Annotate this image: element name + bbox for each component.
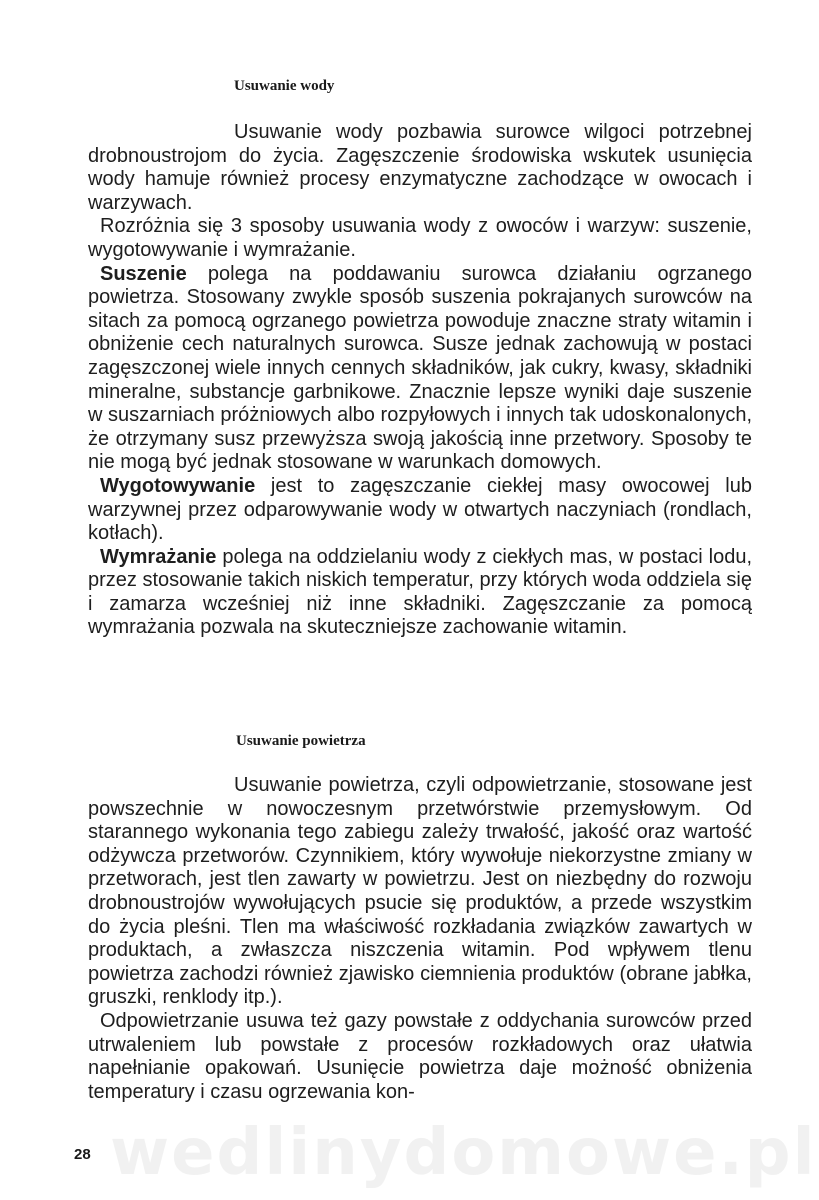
term-drying: Suszenie [100, 262, 187, 285]
paragraph: Usuwanie wody pozbawia surowce wilgoci potrzebnej drobnoustrojom do życia. Zagęszczenie środowiska wskutek usunięcia wody hamuje również procesy enzymatyczne zachodzące w owocach i warzywach. [88, 121, 752, 214]
section-heading-water-removal: Usuwanie wody [234, 78, 335, 94]
paragraph-text: polega na poddawaniu surowca działaniu ogrzanego powietrza. Stosowany zwykle sposób suszenia pokrajanych surowców na sitach za pomocą ogrzanego powietrza powoduje znaczne straty witamin i obniżenie cech naturalnych surowca. Susze jednak zachowują w postaci zagęszczonej wiele innych cennych składników, jak cukry, kwasy, składniki mineralne, substancje garbnikowe. Znacznie lepsze wyniki daje suszenie w suszarniach próżniowych albo rozpyłowych i innych tak udoskonalonych, że otrzymany susz przewyższa swoją jakością inne przetwory. Sposoby te nie mogą być jednak stosowane w warunkach domowych. [88, 262, 752, 474]
paragraph [88, 263, 752, 475]
paragraph-text: polega na oddzielaniu wody z ciekłych mas, w postaci lodu, przez stosowanie takich niskich temperatur, przy których woda oddziela się i zamarza wcześniej niż inne składniki. Zagęszczanie za pomocą wymrażania pozwala na skuteczniejsze zachowanie witamin. [88, 545, 752, 639]
section-heading-air-removal: Usuwanie powietrza [236, 733, 366, 749]
term-freezing-out: Wymrażanie [100, 545, 217, 568]
term-boiling-down: Wygotowywanie [100, 474, 256, 497]
paragraph: Odpowietrzanie usuwa też gazy powstałe z oddychania surowców przed utrwaleniem lub powstałe z procesów rozkładowych oraz ułatwia napełnianie opakowań. Usunięcie powietrza daje możność obniżenia temperatury i czasu ogrzewania kon- [88, 1009, 752, 1103]
section-air-removal [88, 774, 752, 1104]
paragraph-text: jest to zagęszczanie ciekłej masy owocowej lub warzywnej przez odparowywanie wody w otwartych naczyniach (rondlach, kotłach). [88, 474, 752, 545]
section-water-removal [88, 121, 752, 640]
paragraph: Rozróżnia się 3 sposoby usuwania wody z owoców i warzyw: suszenie, wygotowywanie i wymrażanie. [88, 215, 752, 261]
paragraph [88, 475, 752, 546]
paragraph [88, 546, 752, 640]
paragraph: Usuwanie powietrza, czyli odpowietrzanie, stosowane jest powszechnie w nowoczesnym przetwórstwie przemysłowym. Od starannego wykonania tego zabiegu zależy trwałość, jakość oraz wartość odżywcza przetworów. Czynnikiem, który wywołuje niekorzystne zmiany w przetworach, jest tlen zawarty w powietrzu. Jest on niezbędny do rozwoju drobnoustrojów wywołujących psucie się produktów, a przede wszystkim do życia pleśni. Tlen ma właściwość rozkładania związków zawartych w produktach, a zwłaszcza niszczenia witamin. Pod wpływem tlenu powietrza zachodzi również zjawisko ciemnienia produktów (obrane jabłka, gruszki, renklody itp.). [88, 774, 752, 1009]
watermark: wedlinydomowe.pl [110, 1116, 817, 1190]
page-number: 28 [74, 1146, 91, 1163]
